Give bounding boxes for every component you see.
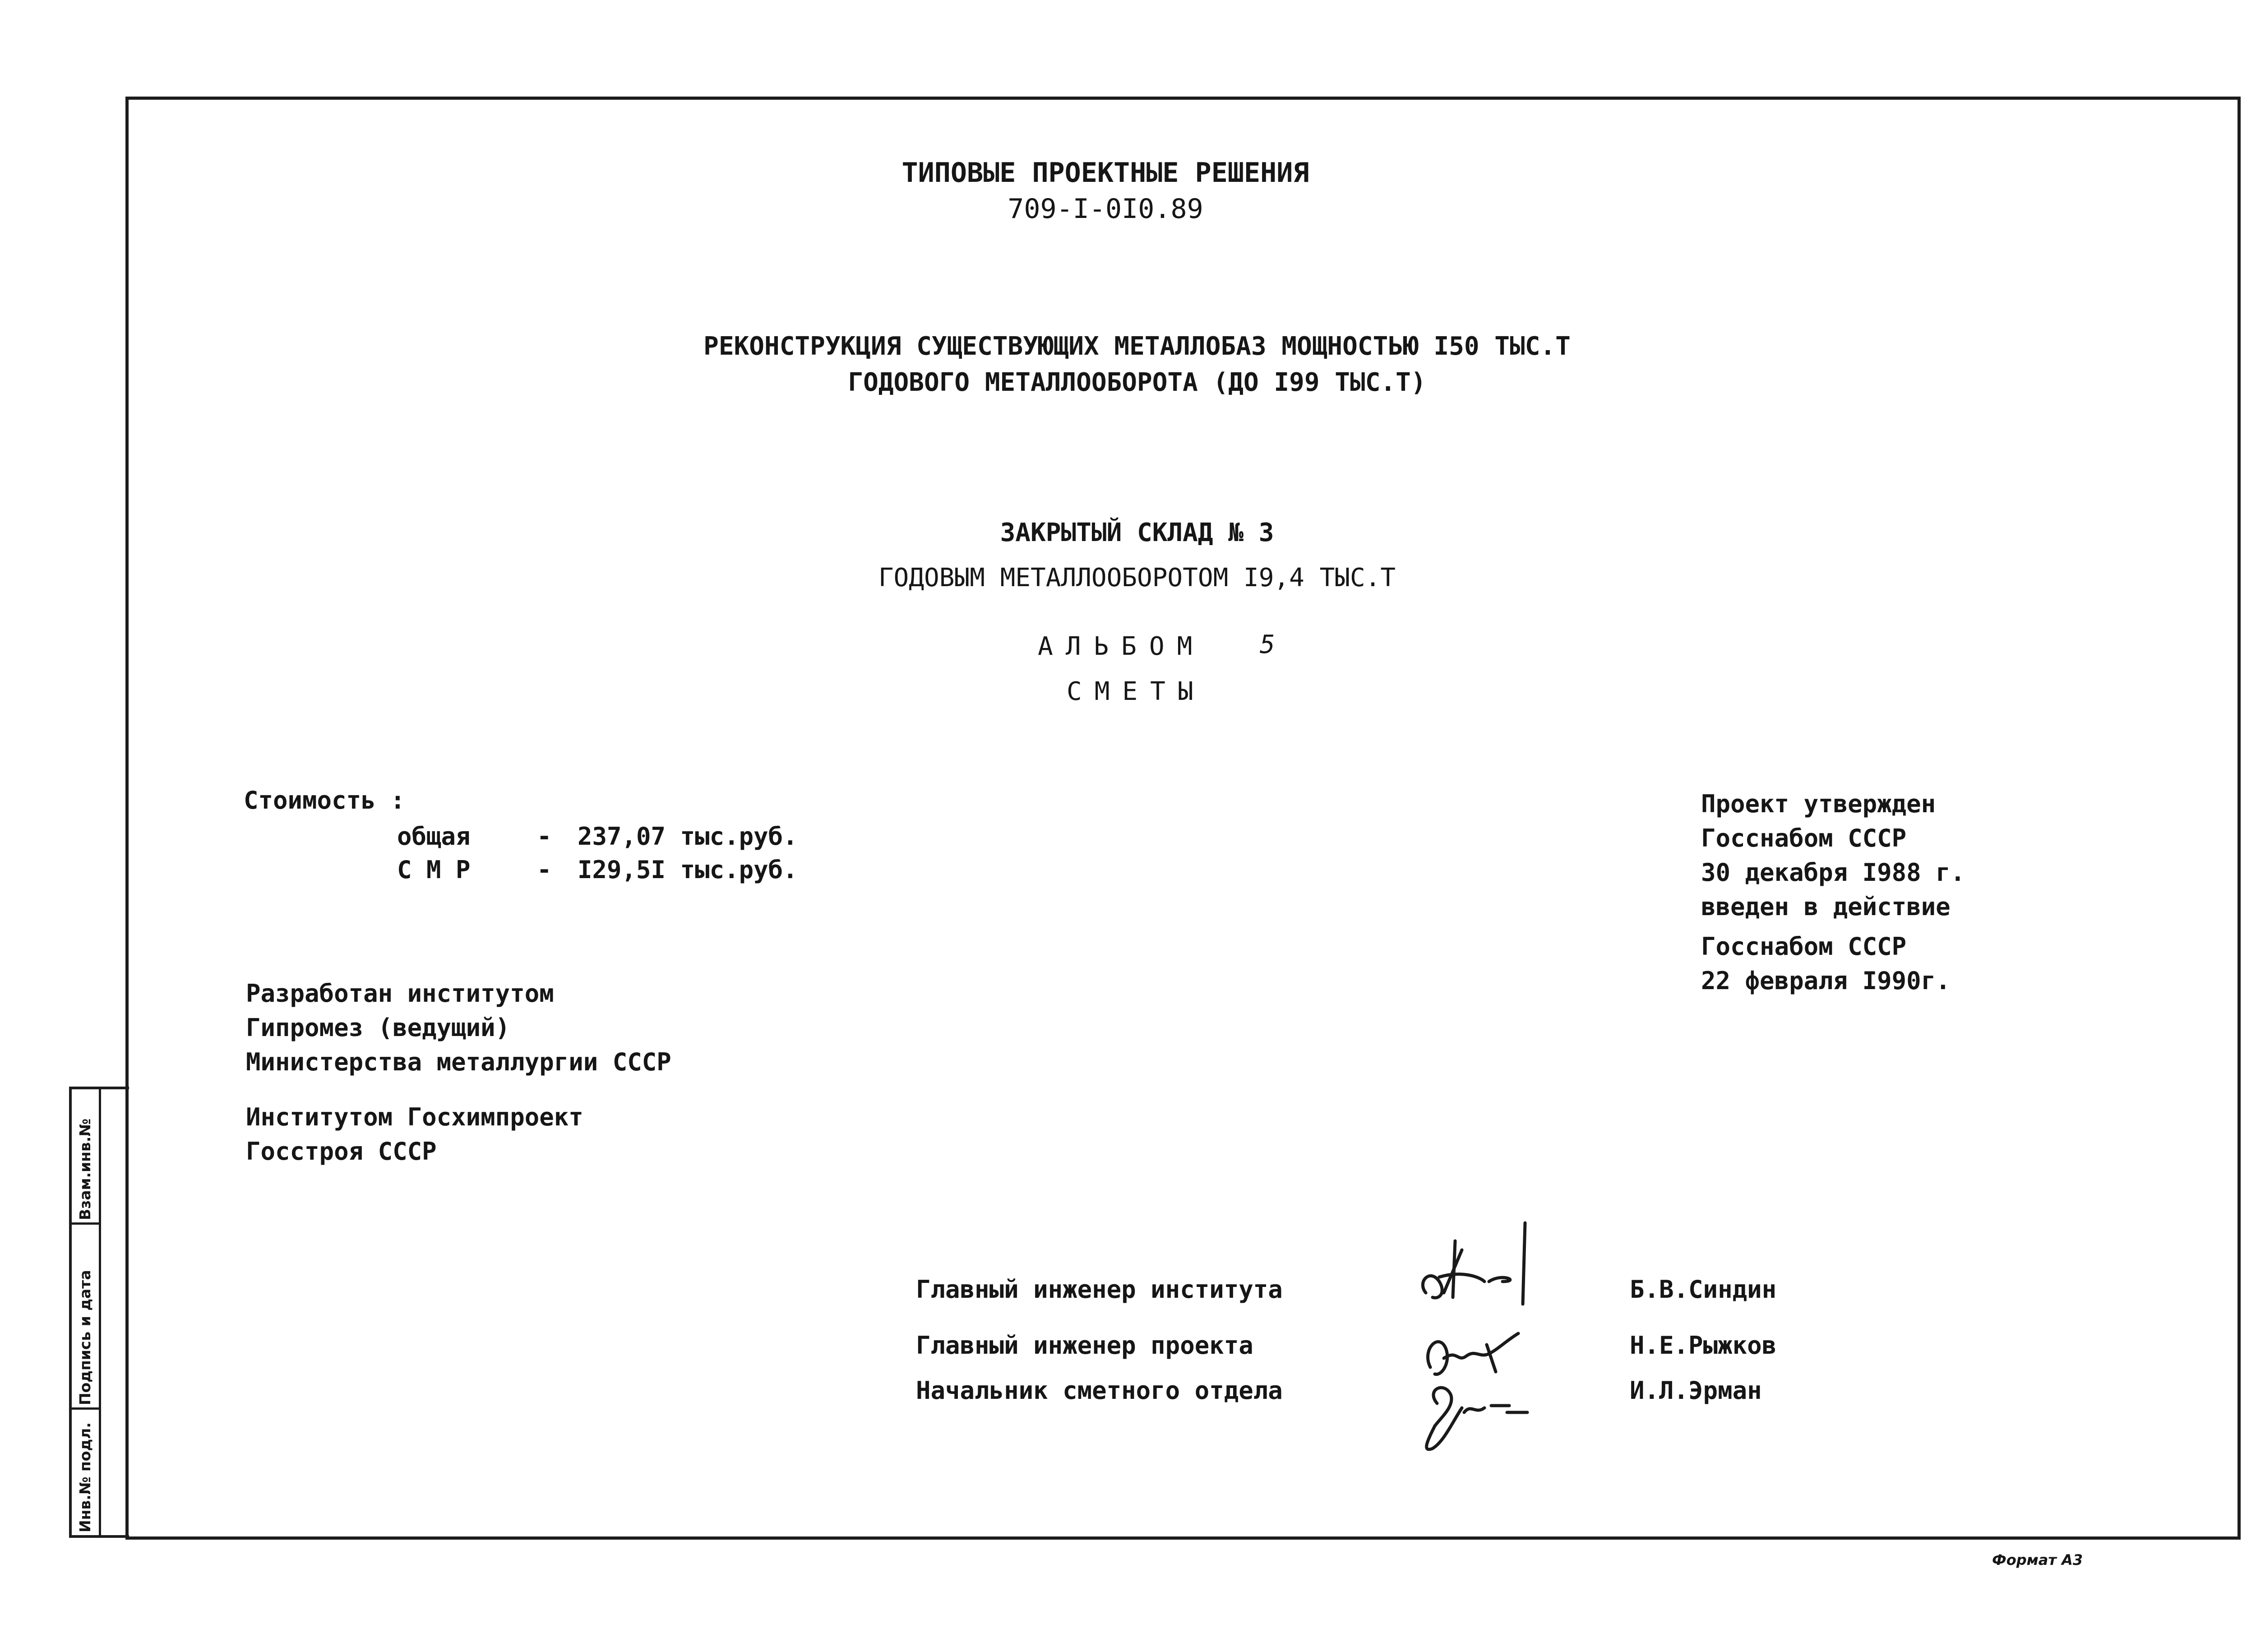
signatory-name-2: Н.Е.Рыжков <box>1630 1331 1777 1360</box>
series-title: ТИПОВЫЕ ПРОЕКТНЫЕ РЕШЕНИЯ <box>901 157 1309 189</box>
stub-cell-inventory <box>72 1410 99 1536</box>
format-note: Формат А3 <box>1992 1551 2083 1569</box>
signatory-name-3: И.Л.Эрман <box>1630 1376 1762 1405</box>
cost-dash-smr: - <box>537 856 552 884</box>
stub-cell-signature <box>72 1225 99 1410</box>
developer-line-5: Госстроя СССР <box>246 1137 437 1166</box>
developer-line-2: Гипромез (ведущий) <box>246 1013 510 1042</box>
approval-line-2: Госснабом СССР <box>1701 824 1907 852</box>
stub-label-inventory: Инв.№ подл. <box>76 1422 94 1532</box>
approval-line-3: 30 декабря I988 г. <box>1701 858 1965 887</box>
developer-line-4: Институтом Госхимпроект <box>246 1103 583 1131</box>
album-subject: СМЕТЫ <box>1067 677 1206 706</box>
stub-label-signature: Подпись и дата <box>76 1270 94 1405</box>
approval-line-6: 22 февраля I990г. <box>1701 967 1951 995</box>
approval-line-4: введен в действие <box>1701 893 1951 921</box>
signatory-position-2: Главный инженер проекта <box>916 1331 1253 1360</box>
signatory-position-3: Начальник сметного отдела <box>916 1376 1283 1405</box>
object-subtitle: ГОДОВЫМ МЕТАЛЛООБОРОТОМ I9,4 ТЫС.Т <box>878 563 1396 592</box>
cost-label: Стоимость : <box>244 786 405 814</box>
cost-value-total: 237,07 тыс.руб. <box>578 822 798 851</box>
title-stub <box>69 1087 129 1538</box>
object-title: ЗАКРЫТЫЙ СКЛАД № 3 <box>1000 518 1274 547</box>
cost-dash-total: - <box>537 822 552 851</box>
approval-line-1: Проект утвержден <box>1701 790 1936 818</box>
developer-line-1: Разработан институтом <box>246 979 554 1008</box>
project-title-line2: ГОДОВОГО МЕТАЛЛООБОРОТА (ДО I99 ТЫС.Т) <box>848 368 1426 397</box>
album-label: АЛЬБОМ <box>1038 632 1205 661</box>
cost-name-smr: С М Р <box>397 856 471 884</box>
signatory-position-1: Главный инженер института <box>916 1275 1283 1304</box>
signature-2 <box>1428 1333 1518 1374</box>
signature-marks <box>1412 1214 1602 1467</box>
signatory-name-1: Б.В.Синдин <box>1630 1275 1777 1304</box>
drawing-frame <box>125 97 2241 1540</box>
stub-cell-replacement <box>72 1089 99 1225</box>
developer-line-3: Министерства металлургии СССР <box>246 1048 671 1076</box>
cost-value-smr: I29,5I тыс.руб. <box>578 856 798 884</box>
approval-line-5: Госснабом СССР <box>1701 932 1907 961</box>
signature-1 <box>1423 1223 1525 1304</box>
project-title-line1: РЕКОНСТРУКЦИЯ СУЩЕСТВУЮЩИХ МЕТАЛЛОБАЗ МОЩНОСТЬЮ I50 ТЫС.Т <box>703 332 1571 361</box>
cost-name-total: общая <box>397 822 471 851</box>
album-number: 5 <box>1260 630 1275 659</box>
stub-label-replacement: Взам.инв.№ <box>76 1118 94 1220</box>
signature-3 <box>1427 1388 1527 1449</box>
series-code: 709-I-0I0.89 <box>1008 193 1203 225</box>
